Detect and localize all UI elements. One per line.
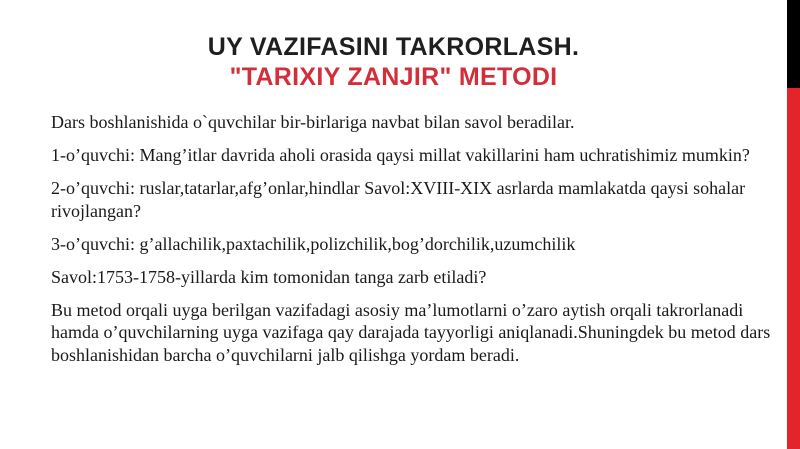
paragraph-student-1: 1-o’quvchi: Mang’itlar davrida aholi orasida qaysi millat vakillarini ham uchratishimiz mumkin? bbox=[51, 145, 750, 165]
paragraph-method-summary: Bu metod orqali uyga berilgan vazifadagi asosiy ma’lumotlarni o’zaro aytish orqali takrorlanadi hamda o’quvchilarning uyga vazifaga qay darajada tayyorligi aniqlanadi.Shuningdek bu metod dars boshlanishidan barcha o’quvchilarni jalb qilishga yordam beradi. bbox=[51, 299, 771, 365]
title-line-accent: "TARIXIY ZANJIR" METODI bbox=[229, 63, 558, 91]
accent-bar-red bbox=[787, 88, 800, 449]
paragraph-student-2: 2-o’quvchi: ruslar,tatarlar,afg’onlar,hindlar Savol:XVIII-XIX asrlarda mamlakatda qaysi sohalar rivojlangan? bbox=[51, 178, 746, 221]
slide-title bbox=[0, 32, 787, 92]
paragraph-question: Savol:1753-1758-yillarda kim tomonidan tanga zarb etiladi? bbox=[51, 266, 487, 287]
paragraph-student-3: 3-o’quvchi: g’allachilik,paxtachilik,polizchilik,bog’dorchilik,uzumchilik bbox=[51, 233, 576, 254]
slide-body bbox=[51, 111, 771, 377]
accent-bar-black bbox=[787, 0, 800, 88]
title-line-primary: UY VAZIFASINI TAKRORLASH. bbox=[207, 33, 580, 61]
paragraph-intro: Dars boshlanishida o`quvchilar bir-birlariga navbat bilan savol beradilar. bbox=[51, 112, 575, 132]
